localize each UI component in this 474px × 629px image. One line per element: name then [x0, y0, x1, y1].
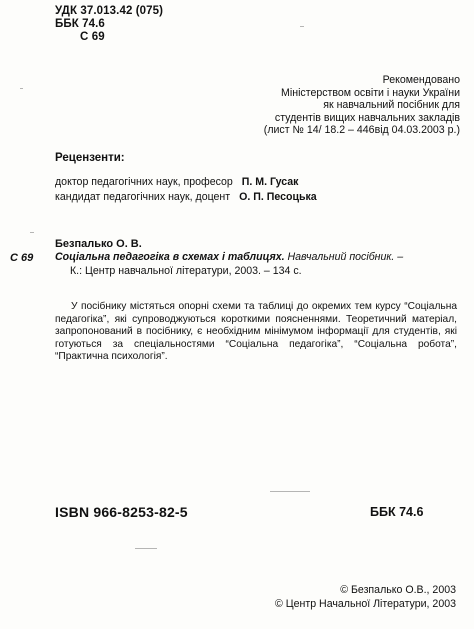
copyright-author: © Безпалько О.В., 2003	[340, 584, 456, 596]
reviewer-degree: доктор педагогічних наук, професор	[55, 176, 233, 188]
author-mark: С 69	[80, 31, 105, 43]
recommendation-line: Міністерством освіти і науки України	[281, 86, 460, 99]
bbk-footer-code: ББК 74.6	[370, 505, 424, 519]
recommendation-block	[264, 74, 460, 137]
scan-speck	[135, 548, 157, 549]
recommendation-line: (лист № 14/ 18.2 – 446від 04.03.2003 р.)	[263, 124, 460, 137]
reviewer-name: П. М. Гусак	[241, 176, 299, 188]
recommendation-line: як навчальний посібник для	[323, 99, 460, 112]
book-title-line	[55, 251, 403, 263]
book-abstract: У посібнику містяться опорні схеми та таблиці до окремих тем курсу “Соціальна педагогіка”, які супроводжуються короткими поясненнями. Теоретичний матеріал, запропонований в посібнику, є необхідним мінімумом інформації для студентів, які готуються за спеціальностями “Соціальна педагогіка”, “Соціальна робота”, “Практична психологія”.	[55, 301, 457, 363]
book-author: Безпалько О. В.	[55, 238, 142, 250]
reviewers-heading: Рецензенти:	[55, 152, 125, 164]
udk-code: УДК 37.013.42 (075)	[55, 5, 164, 17]
book-imprint: К.: Центр навчальної літератури, 2003. – 134 с.	[70, 265, 302, 277]
copyright-block	[275, 583, 456, 611]
reviewer-line	[55, 176, 298, 188]
recommendation-line: Рекомендовано	[382, 74, 460, 86]
book-title: Соціальна педагогіка в схемах і таблицях.	[55, 251, 285, 263]
scan-speck	[270, 491, 310, 492]
recommendation-line: студентів вищих навчальних закладів	[274, 111, 460, 124]
book-subtitle: Навчальний посібник. –	[284, 251, 404, 263]
scan-speck	[300, 26, 304, 27]
bbk-code: ББК 74.6	[55, 18, 105, 30]
reviewer-degree: кандидат педагогічних наук, доцент	[55, 191, 231, 203]
side-author-mark: С 69	[10, 252, 34, 264]
scan-speck	[20, 88, 23, 89]
copyright-publisher: © Центр Начальної Літератури, 2003	[275, 598, 456, 610]
reviewer-line	[55, 191, 317, 203]
scan-speck	[30, 232, 34, 233]
reviewer-name: О. П. Песоцька	[239, 191, 317, 203]
isbn-number: ISBN 966-8253-82-5	[55, 504, 188, 520]
